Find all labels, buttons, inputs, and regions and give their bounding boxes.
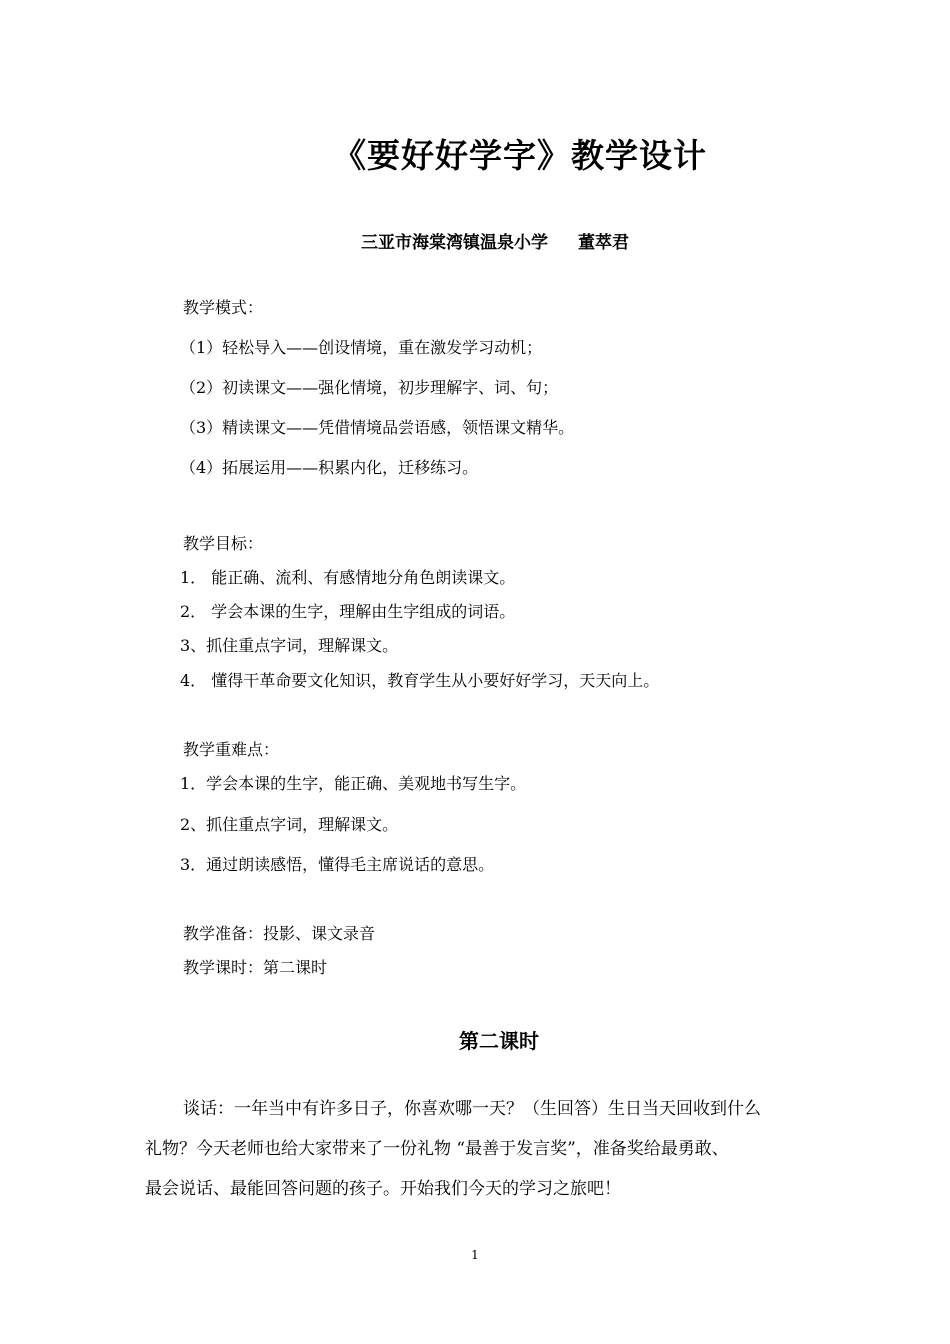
section-title: 第二课时: [459, 1029, 539, 1053]
goal-item: 1． 能正确、流利、有感情地分角色朗读课文。: [180, 568, 516, 587]
paragraph-line: 谈话：一年当中有许多日子，你喜欢哪一天？（生回答）生日当天回收到什么: [183, 1099, 761, 1119]
document-title: 《要好好学字》教学设计: [333, 136, 707, 175]
author-line: [0, 228, 950, 253]
goal-item: 2． 学会本课的生字，理解由生字组成的词语。: [180, 602, 516, 621]
keypoint-item: 1．学会本课的生字，能正确、美观地书写生字。: [180, 774, 527, 793]
mode-item: （1）轻松导入——创设情境，重在激发学习动机；: [180, 338, 543, 357]
paragraph-line: 礼物？今天老师也给大家带来了一份礼物 “最善于发言奖”，准备奖给最勇敢、: [145, 1139, 729, 1159]
mode-item: （2）初读课文——强化情境，初步理解字、词、句；: [180, 378, 559, 397]
period-line: 教学课时：第二课时: [183, 958, 328, 977]
paragraph-line: 最会说话、最能回答问题的孩子。开始我们今天的学习之旅吧！: [145, 1179, 621, 1199]
keypoint-item: 3．通过朗读感悟，懂得毛主席说话的意思。: [180, 855, 495, 874]
mode-item: （3）精读课文——凭借情境品尝语感，领悟课文精华。: [180, 418, 575, 437]
keypoint-item: 2、抓住重点字词，理解课文。: [180, 815, 399, 834]
prep-line: 教学准备：投影、课文录音: [183, 924, 376, 943]
goal-item: 4． 懂得干革命要文化知识，教育学生从小要好好学习，天天向上。: [180, 671, 660, 690]
keypoints-heading: 教学重难点：: [183, 740, 280, 759]
goal-item: 3、抓住重点字词，理解课文。: [180, 636, 399, 655]
goals-heading: 教学目标：: [183, 534, 264, 553]
page-number: 1: [471, 1248, 479, 1262]
author-school: 三亚市海棠湾镇温泉小学: [361, 233, 548, 253]
author-name: 董萃君: [578, 233, 629, 253]
mode-heading: 教学模式：: [183, 298, 264, 317]
mode-item: （4）拓展运用——积累内化，迁移练习。: [180, 458, 479, 477]
